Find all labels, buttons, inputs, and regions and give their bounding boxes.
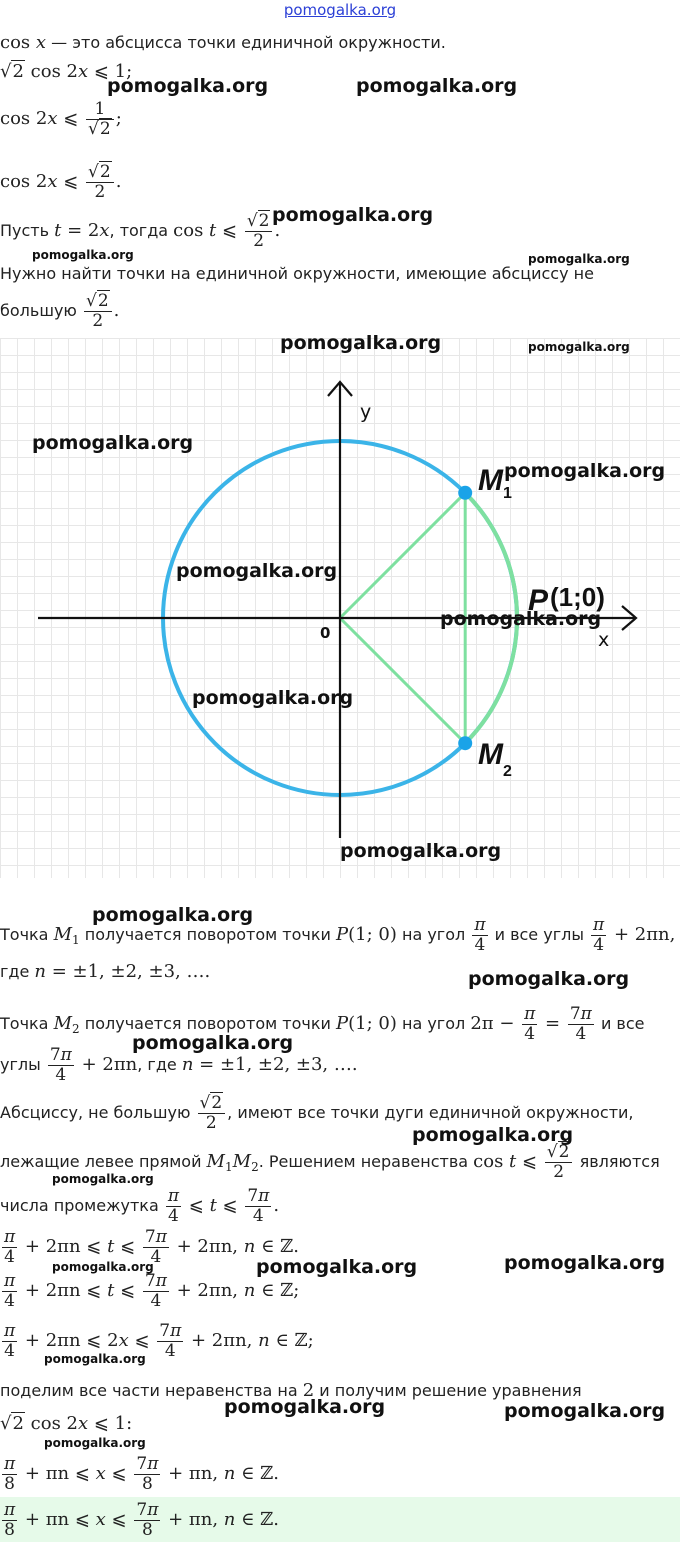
substitution-line: Пусть t = 2x, тогда cos t ⩽ $\frac{√2}{2}$ .	[0, 211, 281, 251]
point-m1	[458, 486, 472, 500]
abscissa-line: Абсциссу, не большую $\frac{√2}{2}$ , имеют все точки дуги единичной окружности,	[0, 1093, 634, 1133]
watermark: pomogalka.org	[256, 1256, 418, 1278]
watermark: pomogalka.org	[192, 687, 354, 709]
watermark: pomogalka.org	[44, 1436, 146, 1450]
task-line-b: большую $\frac{√2}{2}$ .	[0, 291, 120, 331]
watermark: pomogalka.org	[44, 1352, 146, 1366]
solution-x-line: $\frac{\pi}{8}$ + πn ⩽ x ⩽ $\frac{7\pi}{8}$ + πn, n ∈ ℤ.	[4, 1454, 280, 1494]
m2-line-b: углы $\frac{7\pi}{4}$ + 2πn, где n = ±1, ±2, ±3, ….	[0, 1045, 358, 1085]
m1-label: M	[478, 464, 503, 497]
p-label: P	[528, 584, 549, 617]
watermark: pomogalka.org	[340, 840, 502, 862]
watermark: pomogalka.org	[356, 75, 518, 97]
watermark: pomogalka.org	[107, 75, 269, 97]
watermark: pomogalka.org	[280, 332, 442, 354]
inequality-line-2: cos 2x ⩽ $\frac{1}{√2}$ ;	[0, 99, 122, 139]
m2-label: M	[478, 738, 503, 771]
inequality-line-3: cos 2x ⩽ $\frac{√2}{2}$ .	[0, 162, 122, 202]
watermark: pomogalka.org	[504, 1252, 666, 1274]
watermark: pomogalka.org	[504, 1400, 666, 1422]
answer-line: $\frac{\pi}{8}$ + πn ⩽ x ⩽ $\frac{7\pi}{8}$ + πn, n ∈ ℤ.	[4, 1500, 280, 1540]
watermark: pomogalka.org	[92, 904, 254, 926]
task-line-a: Нужно найти точки на единичной окружности, имеющие абсциссу не	[0, 264, 594, 283]
p-coords: (1;0)	[550, 582, 605, 612]
watermark: pomogalka.org	[176, 560, 338, 582]
text-line-1: cos x — это абсцисса точки единичной окружности.	[0, 32, 446, 53]
watermark: pomogalka.org	[468, 968, 630, 990]
watermark: pomogalka.org	[32, 432, 194, 454]
y-axis-label: y	[360, 401, 372, 423]
solution-2x-line: $\frac{\pi}{4}$ + 2πn ⩽ 2x ⩽ $\frac{7\pi}{4}$ + 2πn, n ∈ ℤ;	[4, 1321, 314, 1361]
watermark: pomogalka.org	[272, 204, 434, 226]
watermark: pomogalka.org	[528, 252, 630, 266]
watermark: pomogalka.org	[528, 340, 630, 354]
x-axis-label: x	[598, 629, 610, 651]
watermark: pomogalka.org	[52, 1172, 154, 1186]
watermark: pomogalka.org	[132, 1032, 294, 1054]
origin-label: 0	[320, 624, 331, 642]
site-link[interactable]: pomogalka.org	[283, 1, 397, 19]
m2-line-a: Точка $M_2$ получается поворотом точки P(1; 0) на угол 2π − $\frac{\pi}{4}$ = $\frac{7\pi}{4}$ и все	[0, 1004, 645, 1044]
watermark: pomogalka.org	[440, 608, 602, 630]
m1-line-b: где n = ±1, ±2, ±3, ….	[0, 961, 211, 982]
solution-t-line-1: $\frac{\pi}{4}$ + 2πn ⩽ t ⩽ $\frac{7\pi}{4}$ + 2πn, n ∈ ℤ.	[4, 1227, 299, 1267]
watermark: pomogalka.org	[224, 1396, 386, 1418]
solution-t-line-2: $\frac{\pi}{4}$ + 2πn ⩽ t ⩽ $\frac{7\pi}{4}$ + 2πn, n ∈ ℤ;	[4, 1271, 300, 1311]
m2-subscript: 2	[503, 763, 512, 780]
m1-line-a: Точка $M_1$ получается поворотом точки P(1; 0) на угол $\frac{\pi}{4}$ и все углы $\frac{\pi}{4}$ + 2πn,	[0, 915, 676, 955]
m1-subscript: 1	[503, 485, 512, 502]
watermark: pomogalka.org	[32, 248, 134, 262]
equation-line: √2 cos 2x ⩽ 1:	[0, 1413, 133, 1434]
interval-line: числа промежутка $\frac{\pi}{4}$ ⩽ t ⩽ $\frac{7\pi}{4}$ .	[0, 1186, 280, 1226]
left-of-line: лежащие левее прямой $M_1M_2$. Решением неравенства cos t ⩽ $\frac{√2}{2}$ являются	[0, 1142, 660, 1182]
watermark: pomogalka.org	[412, 1124, 574, 1146]
watermark: pomogalka.org	[504, 460, 666, 482]
inequality-line-1: √2 cos 2x ⩽ 1;	[0, 61, 133, 82]
point-m2	[458, 736, 472, 750]
divide-line: поделим все части неравенства на 2 и получим решение уравнения	[0, 1380, 582, 1401]
watermark: pomogalka.org	[52, 1260, 154, 1274]
